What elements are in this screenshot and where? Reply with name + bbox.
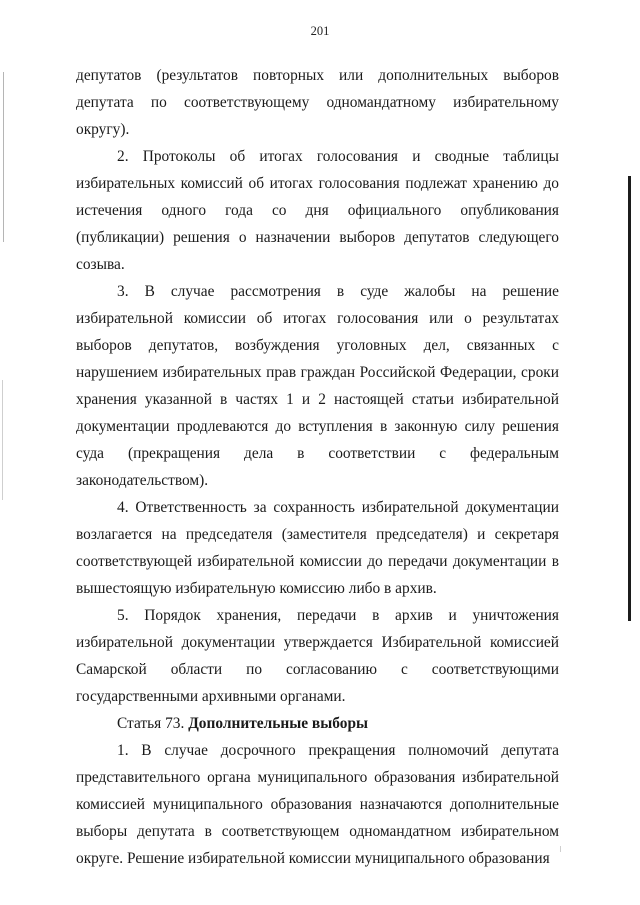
paragraph-4: 4. Ответственность за сохранность избирательной документации возлагается на председателя (заместителя председателя) и секретаря соответствующей избирательной комиссии до передачи документации в вышестоящую избирательную комиссию либо в архив. — [76, 499, 559, 597]
paragraph-5: 5. Порядок хранения, передачи в архив и уничтожения избирательной документации утверждается Избирательной комиссией Самарской области по согласованию с соответствующими государственными архивными органами. — [76, 607, 559, 705]
scan-edge-line — [2, 380, 3, 500]
scan-artifact — [560, 846, 561, 852]
page-number: 201 — [310, 24, 330, 38]
paragraph-2: 2. Протоколы об итогах голосования и сводные таблицы избирательных комиссий об итогах голосования подлежат хранению до истечения одного года со дня официального опубликования (публикации) решения о назначении выборов депутатов следующего созыва. — [76, 148, 559, 273]
article-number: Статья 73. — [117, 715, 185, 732]
paragraph-3: 3. В случае рассмотрения в суде жалобы на решение избирательной комиссии об итогах голосования или о результатах выборов депутатов, возбуждения уголовных дел, связанных с нарушением избирательных прав граждан Российской Федерации, сроки хранения указанной в частях 1 и 2 настоящей статьи избирательной документации продлеваются до вступления в законную силу решения суда (прекращения дела в соответствии с федеральным законодательством). — [76, 283, 559, 489]
document-body — [76, 62, 559, 872]
article-paragraph-1: 1. В случае досрочного прекращения полномочий депутата представительного органа муниципального образования избирательной комиссией муниципального образования назначаются дополнительные выборы депутата в соответствующем одномандатном избирательном округе. Решение избирательной комиссии муниципального образования — [76, 742, 559, 867]
scan-edge-line — [3, 72, 4, 242]
scan-margin-bar — [628, 176, 631, 621]
article-heading — [76, 710, 559, 737]
article-title: Дополнительные выборы — [188, 715, 369, 732]
paragraph-continuation: депутатов (результатов повторных или дополнительных выборов депутата по соответствующему одномандатному избирательному округу). — [76, 67, 559, 138]
